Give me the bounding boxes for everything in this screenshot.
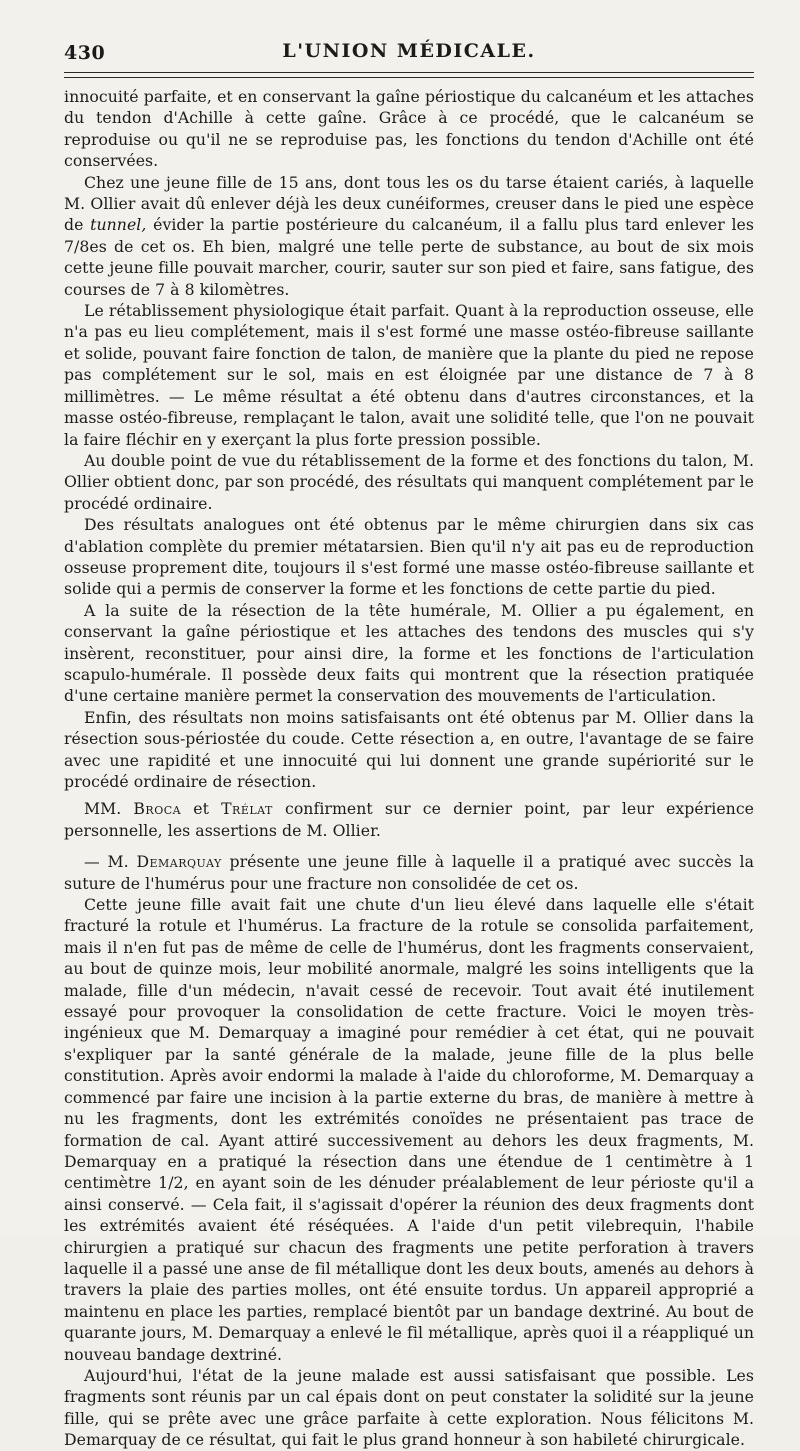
paragraph-text: — M. xyxy=(84,852,137,872)
paragraph-broca-trelat xyxy=(64,798,754,841)
paragraph-talon: Au double point de vue du rétablissement de la forme et des fonctions du talon, M. Ollier obtient donc, par son procédé, des résultats qui manquent complétement par le procédé ordinaire. xyxy=(64,450,754,513)
emphasis-text: tunnel, xyxy=(90,215,147,235)
paragraph-gap xyxy=(64,841,754,851)
article-body xyxy=(64,86,754,1451)
author-name: Demarquay xyxy=(136,852,222,872)
paragraph-conclusion: Aujourd'hui, l'état de la jeune malade est aussi satisfaisant que possible. Les fragments sont réunis par un cal épais dont on peut constater la solidité sur la jeune fille, qui se prête avec une grâce parfaite à cette exploration. Nous félicitons M. Demarquay de ce résultat, qui fait le plus grand honneur à son habileté chirurgicale. xyxy=(64,1365,754,1450)
page-number: 430 xyxy=(64,42,106,64)
paragraph-demarquay xyxy=(64,851,754,894)
paragraph-text: confirment sur ce dernier point, par leur expérience personnelle, les assertions de M. Ollier. xyxy=(64,799,754,840)
running-header xyxy=(64,30,754,70)
paragraph-continuation: innocuité parfaite, et en conservant la gaîne périostique du calcanéum et les attaches du tendon d'Achille à cette gaîne. Grâce à ce procédé, que le calcanéum se reproduise ou qu'il ne se reproduise pas, les fonctions du tendon d'Achille ont été conservées. xyxy=(64,87,754,171)
header-rule-thin xyxy=(64,77,754,78)
paragraph-case-description: Cette jeune fille avait fait une chute d'un lieu élevé dans laquelle elle s'était fracturé la rotule et l'humérus. La fracture de la rotule se consolida parfaitement, mais il n'en fut pas de même de celle de l'humérus, dont les fragments conservaient, au bout de quinze mois, leur mobilité anormale, malgré les soins intelligents que la malade, fille d'un médecin, n'avait cessé de recevoir. Tout avait été inutilement essayé pour provoquer la consolidation de cette fracture. Voici le moyen très-ingénieux que M. Demarquay a imaginé pour remédier à cet état, qui ne pouvait s'expliquer par la santé générale de la malade, jeune fille de la plus belle constitution. Après avoir endormi la malade à l'aide du chloroforme, M. Demarquay a commencé par faire une incision à la partie externe du bras, de manière à mettre à nu les fragments, dont les extrémités conoïdes ne présentaient pas trace de formation de cal. Ayant attiré successivement au dehors les deux fragments, M. Demarquay en a pratiqué la résection dans une étendue de 1 centimètre à 1 centimètre 1/2, en ayant soin de les dénuder préalablement de leur périoste qu'il a ainsi conservé. — Cela fait, il s'agissait d'opérer la réunion des deux fragments dont les extrémités avaient été réséquées. A l'aide d'un petit vilebrequin, l'habile chirurgien a pratiqué sur chacun des fragments une petite perforation à travers laquelle il a passé une anse de fil métallique dont les deux bouts, amenés au dehors à travers la plaie des parties molles, ont été ensuite tordus. Un appareil approprié a maintenu en place les parties, remplacé bientôt par un bandage dextriné. Au bout de quarante jours, M. Demarquay a enlevé le fil métallique, après quoi il a réappliqué un nouveau bandage dextriné. xyxy=(64,895,754,1364)
paragraph-text: Chez une jeune fille de 15 ans, dont tous les os du tarse étaient cariés, à laquelle M. Ollier avait dû enlever déjà les deux cunéiformes, creuser dans le pied une espèce de xyxy=(64,172,754,235)
paragraph-metatarsien: Des résultats analogues ont été obtenus par le même chirurgien dans six cas d'ablation complète du premier métatarsien. Bien qu'il n'y ait pas eu de reproduction osseuse proprement dite, toujours il s'est formé une masse ostéo-fibreuse saillante et solide qui a permis de conserver la forme et les fonctions de cette partie du pied. xyxy=(64,515,754,599)
author-name: Trélat xyxy=(221,799,273,819)
paragraph-text: présente une jeune fille à laquelle il a pratiqué avec succès la suture de l'humérus pour une fracture non consolidée de cet os. xyxy=(64,852,754,893)
paragraph-text: évider la partie postérieure du calcanéum, il a fallu plus tard enlever les 7/8es de cet os. Eh bien, malgré une telle perte de substance, au bout de six mois cette jeune fille pouvait marcher, courir, sauter sur son pied et faire, sans fatigue, des courses de 7 à 8 kilomètres. xyxy=(64,215,754,299)
paragraph-tarse-case xyxy=(64,172,754,300)
paragraph-coude: Enfin, des résultats non moins satisfaisants ont été obtenus par M. Ollier dans la résection sous-périostée du coude. Cette résection a, en outre, l'avantage de se faire avec une rapidité et une innocuité qui lui donnent une grande supériorité sur le procédé ordinaire de résection. xyxy=(64,707,754,791)
header-rule-thick xyxy=(64,72,754,73)
paragraph-physiology: Le rétablissement physiologique était parfait. Quant à la reproduction osseuse, elle n'a pas eu lieu complétement, mais il s'est formé une masse ostéo-fibreuse saillante et solide, pouvant faire fonction de talon, de manière que la plante du pied ne repose pas complétement sur le sol, mais en est éloignée par une distance de 7 à 8 millimètres. — Le même résultat a été obtenu dans d'autres circonstances, et la masse ostéo-fibreuse, remplaçant le talon, avait une solidité telle, que l'on ne pouvait la faire fléchir en y exerçant la plus forte pression possible. xyxy=(64,301,754,449)
author-name: Broca xyxy=(133,799,182,819)
paragraph-humeral: A la suite de la résection de la tête humérale, M. Ollier a pu également, en conservant la gaîne périostique et les attaches des tendons des muscles qui s'y insèrent, reconstituer, pour ainsi dire, la forme et les fonctions de l'articulation scapulo-humérale. Il possède deux faits qui montrent que la résection pratiquée d'une certaine manière permet la conservation des mouvements de l'articulation. xyxy=(64,600,754,706)
paragraph-text: et xyxy=(181,799,222,819)
journal-title: L'UNION MÉDICALE. xyxy=(282,40,536,62)
paragraph-text: MM. xyxy=(84,799,134,819)
